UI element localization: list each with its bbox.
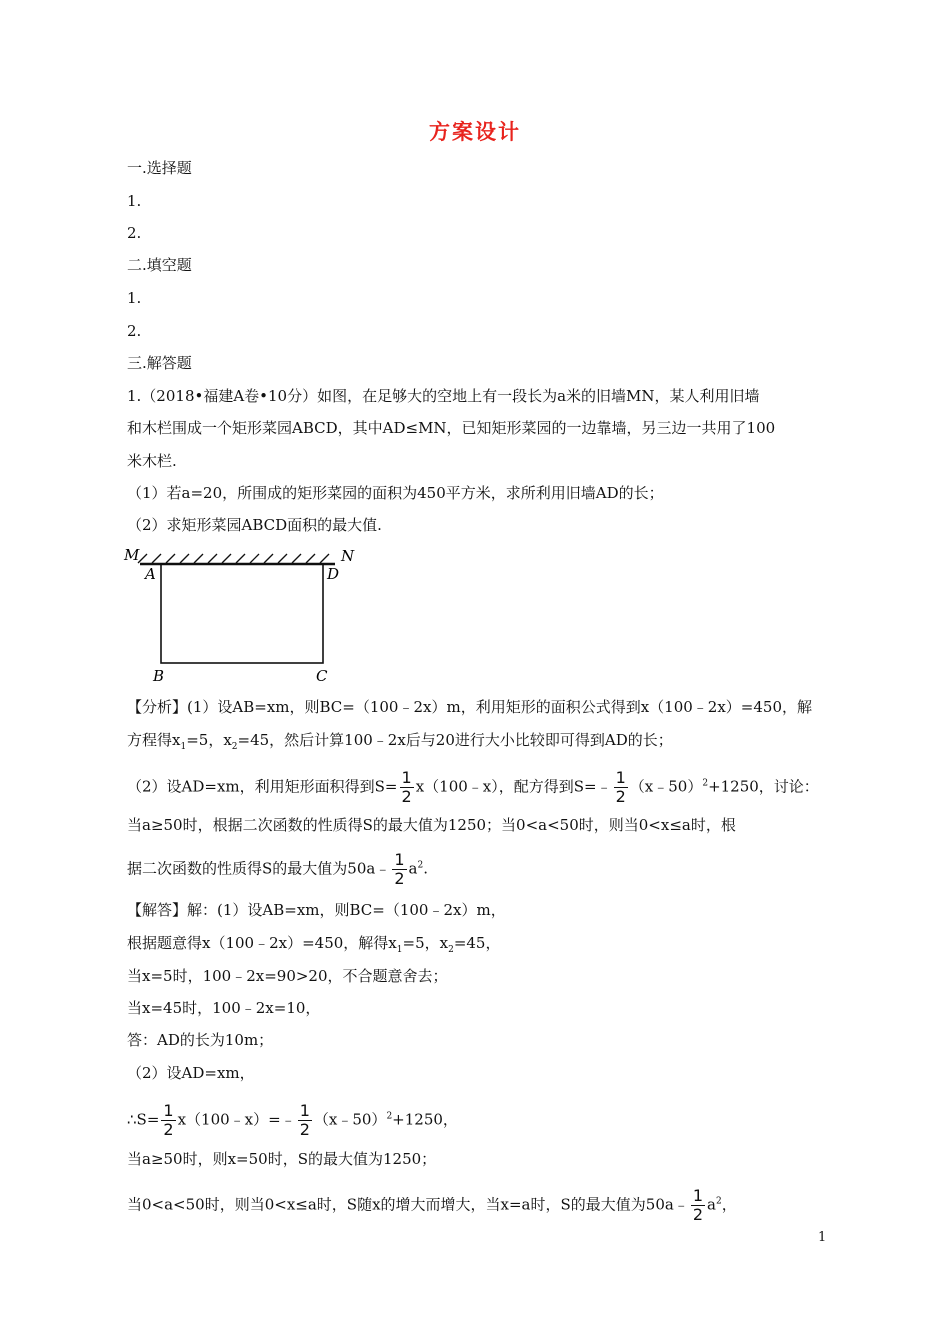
section-heading-fill: 二.填空题 <box>127 256 192 274</box>
wall-hatching <box>138 554 329 563</box>
section-heading-choice: 一.选择题 <box>127 159 192 177</box>
fraction-half: $\frac{1}{2}$ <box>163 1101 174 1139</box>
label-d: D <box>327 565 340 583</box>
question-number: 2. <box>127 224 142 242</box>
fraction-half: $\frac{1}{2}$ <box>401 768 412 806</box>
page-number: 1 <box>818 1230 827 1245</box>
solution-text: ∴S= $\frac{1}{2}$ x（100﹣x）=﹣ $\frac{1}{2}$ （x﹣50）$^2$+1250， <box>127 1101 458 1139</box>
label-m: M <box>124 546 140 564</box>
sub-question-2: （2）求矩形菜园ABCD面积的最大值. <box>127 516 382 534</box>
fraction-half: $\frac{1}{2}$ <box>615 768 626 806</box>
question-number: 1. <box>127 192 142 210</box>
solution-text: 答：AD的长为10m； <box>127 1031 274 1049</box>
question-number: 1. <box>127 289 142 307</box>
rectangle-abcd <box>161 564 323 663</box>
solution-text: 当x=45时，100﹣2x=10， <box>127 999 321 1017</box>
fraction-half: $\frac{1}{2}$ <box>394 850 405 888</box>
solution-text: （2）设AD=xm， <box>127 1064 255 1082</box>
document-title: 方案设计 <box>429 120 521 144</box>
section-heading-answer: 三.解答题 <box>127 354 192 372</box>
fraction-half: $\frac{1}{2}$ <box>692 1186 703 1224</box>
problem-text: 米木栏. <box>127 452 177 470</box>
label-a: A <box>145 565 156 583</box>
solution-heading: 【解答】解：(1）设AB=xm，则BC=（100﹣2x）m， <box>127 901 506 919</box>
rectangle-garden-figure <box>120 543 355 688</box>
solution-text: 当a≥50时，则x=50时，S的最大值为1250； <box>127 1150 437 1168</box>
solution-text: 当0<a<50时，则当0<x≤a时，S随x的增大而增大，当x=a时，S的最大值为50a﹣ $\frac{1}{2}$ $a^2$， <box>127 1186 737 1224</box>
analysis-text: 当a≥50时，根据二次函数的性质得S的最大值为1250；当0<a<50时，则当0<x≤a时，根 <box>127 816 736 834</box>
analysis-text: 据二次函数的性质得S的最大值为50a﹣ $\frac{1}{2}$ $a^2$. <box>127 850 428 888</box>
sub-question-1: （1）若a=20，所围成的矩形菜园的面积为450平方米，求所利用旧墙AD的长； <box>127 484 664 502</box>
label-c: C <box>316 667 328 685</box>
analysis-text: 方程得$x_1=5$，$x_2=45$，然后计算100﹣2x后与20进行大小比较即可得到AD的长； <box>127 731 673 752</box>
solution-text: 当x=5时，100﹣2x=90>20，不合题意舍去； <box>127 967 448 985</box>
problem-text: 和木栏围成一个矩形菜园ABCD，其中AD≤MN，已知矩形菜园的一边靠墙，另三边一共用了100 <box>127 419 776 437</box>
question-number: 2. <box>127 322 142 340</box>
label-n: N <box>341 547 355 565</box>
fraction-half: $\frac{1}{2}$ <box>299 1101 310 1139</box>
problem-text: 1.（2018•福建A卷•10分）如图，在足够大的空地上有一段长为a米的旧墙MN，某人利用旧墙 <box>127 387 760 405</box>
analysis-text: （2）设AD=xm，利用矩形面积得到S= $\frac{1}{2}$ x（100﹣x），配方得到S=﹣ $\frac{1}{2}$ （x﹣50）$^2$+1250，讨论： <box>127 768 819 806</box>
analysis-heading: 【分析】(1）设AB=xm，则BC=（100﹣2x）m，利用矩形的面积公式得到x（100﹣2x）=450，解 <box>127 698 813 716</box>
label-b: B <box>153 667 165 685</box>
solution-text: 根据题意得x（100﹣2x）=450，解得$x_1=5$，$x_2=45$， <box>127 934 501 955</box>
